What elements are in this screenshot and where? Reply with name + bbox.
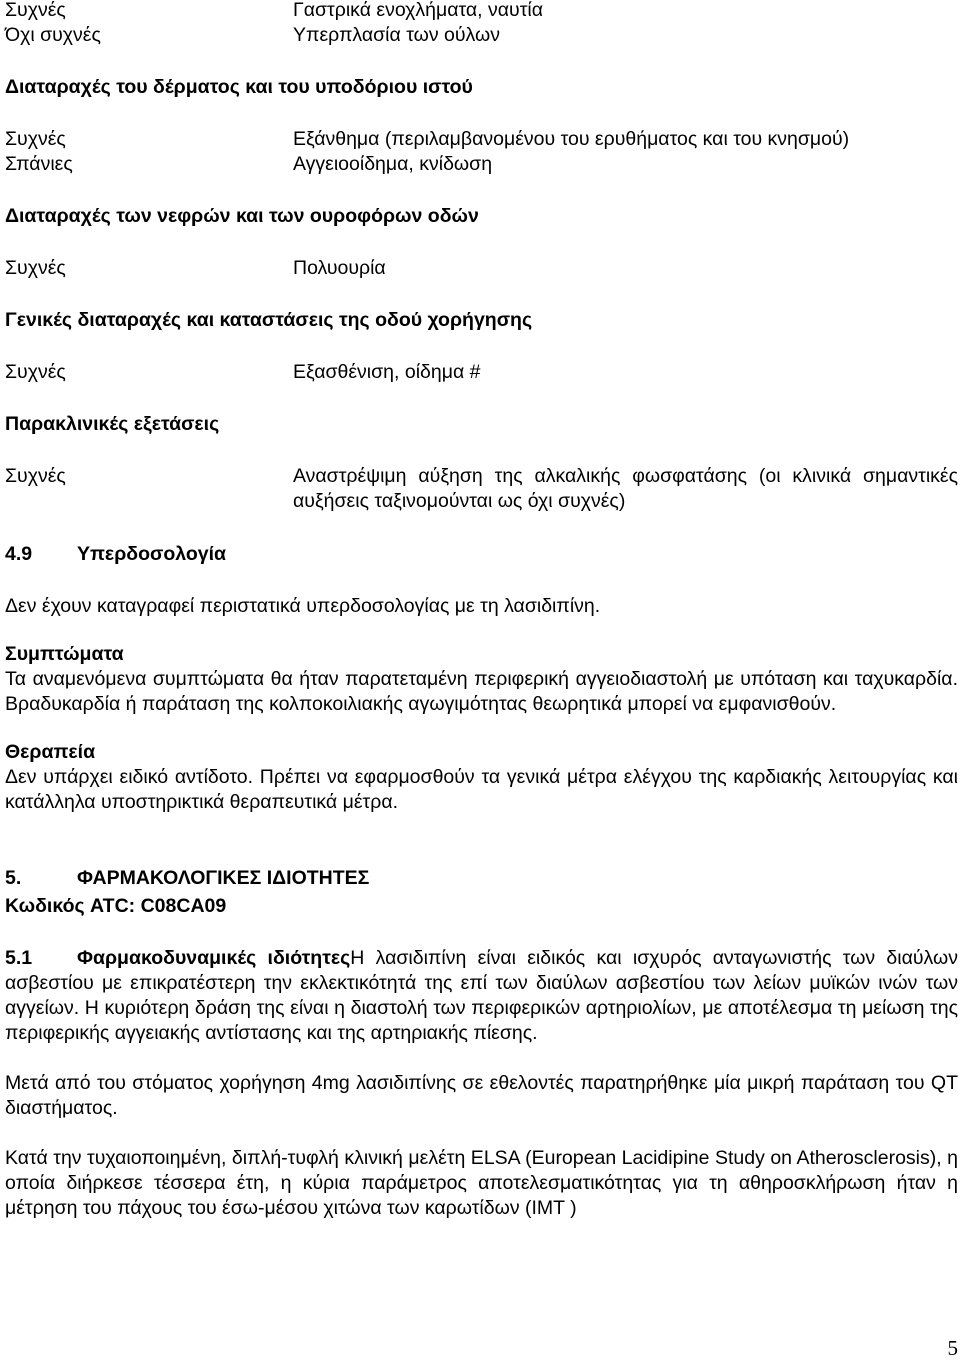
therapy-heading: Θεραπεία bbox=[5, 741, 96, 763]
adverse-row bbox=[5, 127, 958, 152]
qt-paragraph: Μετά από του στόματος χορήγηση 4mg λασιδιπίνης σε εθελοντές παρατηρήθηκε μία μικρή παράταση του QT διαστήματος. bbox=[5, 1072, 958, 1119]
section-number: 5.1 bbox=[5, 947, 33, 969]
soc-heading-renal: Διαταραχές των νεφρών και των ουροφόρων οδών bbox=[5, 205, 479, 227]
reaction-text: Γαστρικά ενοχλήματα, ναυτία bbox=[293, 0, 544, 21]
frequency-label: Συχνές bbox=[5, 361, 66, 383]
atc-code: Κωδικός ATC: C08CA09 bbox=[5, 895, 227, 917]
adverse-row bbox=[5, 256, 958, 281]
frequency-label: Συχνές bbox=[5, 257, 66, 279]
symptoms-heading: Συμπτώματα bbox=[5, 643, 124, 665]
page-number: 5 bbox=[947, 1336, 958, 1360]
section-number: 4.9 bbox=[5, 543, 33, 565]
symptoms-text: Τα αναμενόμενα συμπτώματα θα ήταν παρατεταμένη περιφερική αγγειοδιαστολή με υπόταση και ταχυκαρδία. Βραδυκαρδία ή παράταση της κολποκοιλιακής αγωγιμότητας θεωρητικά μπορεί να εμφανισθούν. bbox=[5, 668, 958, 715]
adverse-row bbox=[5, 152, 958, 177]
adverse-row bbox=[5, 23, 958, 48]
frequency-label: Όχι συχνές bbox=[5, 24, 101, 46]
soc-heading-skin: Διαταραχές του δέρματος και του υποδόριου ιστού bbox=[5, 76, 473, 98]
document-page bbox=[5, 0, 958, 1221]
reaction-text: Εξασθένιση, οίδημα # bbox=[293, 361, 481, 383]
reaction-text: Αναστρέψιμη αύξηση της αλκαλικής φωσφατάσης (οι κλινικά σημαντικές αυξήσεις ταξινομούνται ως όχι συχνές) bbox=[293, 465, 958, 512]
therapy-text: Δεν υπάρχει ειδικό αντίδοτο. Πρέπει να εφαρμοσθούν τα γενικά μέτρα ελέγχου της καρδιακής λειτουργίας και κατάλληλα υποστηρικτικά θεραπευτικά μέτρα. bbox=[5, 766, 958, 813]
section-4-9-heading bbox=[5, 542, 958, 567]
adverse-row bbox=[5, 0, 958, 23]
elsa-paragraph: Κατά την τυχαιοποιημένη, διπλή-τυφλή κλινική μελέτη ELSA (European Lacidipine Study on Atherosclerosis), η οποία διήρκεσε τέσσερα έτη, η κύρια παράμετρος αποτελεσματικότητας για τη αθηροσκλήρωση ήταν η μέτρηση του πάχους του έσω-μέσου χιτώνα των καρωτίδων (IMT ) bbox=[5, 1147, 958, 1219]
adverse-row bbox=[5, 464, 958, 514]
frequency-label: Σπάνιες bbox=[5, 153, 73, 175]
section-5-1-paragraph bbox=[5, 946, 958, 1046]
soc-heading-investigations: Παρακλινικές εξετάσεις bbox=[5, 413, 220, 435]
frequency-label: Συχνές bbox=[5, 465, 66, 487]
soc-heading-general: Γενικές διαταραχές και καταστάσεις της οδού χορήγησης bbox=[5, 309, 533, 331]
section-title: Υπερδοσολογία bbox=[77, 543, 227, 565]
section-number: 5. bbox=[5, 867, 22, 889]
frequency-label: Συχνές bbox=[5, 128, 66, 150]
reaction-text: Υπερπλασία των ούλων bbox=[293, 24, 500, 46]
overdose-intro: Δεν έχουν καταγραφεί περιστατικά υπερδοσολογίας με τη λασιδιπίνη. bbox=[5, 595, 601, 617]
section-title: Φαρμακοδυναμικές ιδιότητες bbox=[77, 947, 351, 969]
adverse-row bbox=[5, 360, 958, 385]
reaction-text: Εξάνθημα (περιλαμβανομένου του ερυθήματος και του κνησμού) bbox=[293, 128, 850, 150]
reaction-text: Αγγειοοίδημα, κνίδωση bbox=[293, 153, 493, 175]
pharmacodynamics-text: Η λασιδιπίνη είναι ειδικός και ισχυρός ανταγωνιστής των διαύλων ασβεστίου με επικρατέστερη την εκλεκτικότητά της επί των διαύλων ασβεστίου των λείων μυϊκών ινών των αγγείων. Η κυριότερη δράση της είναι η διαστολή των περιφερικών αρτηριολίων, με αποτέλεσμα τη μείωση της περιφερικής αγγειακής αντίστασης και της αρτηριακής πίεσης. bbox=[5, 947, 958, 1044]
reaction-text: Πολυουρία bbox=[293, 257, 386, 279]
frequency-label: Συχνές bbox=[5, 0, 66, 21]
section-5-heading bbox=[5, 866, 958, 891]
section-title: ΦΑΡΜΑΚΟΛΟΓΙΚΕΣ ΙΔΙΟΤΗΤΕΣ bbox=[77, 867, 370, 889]
